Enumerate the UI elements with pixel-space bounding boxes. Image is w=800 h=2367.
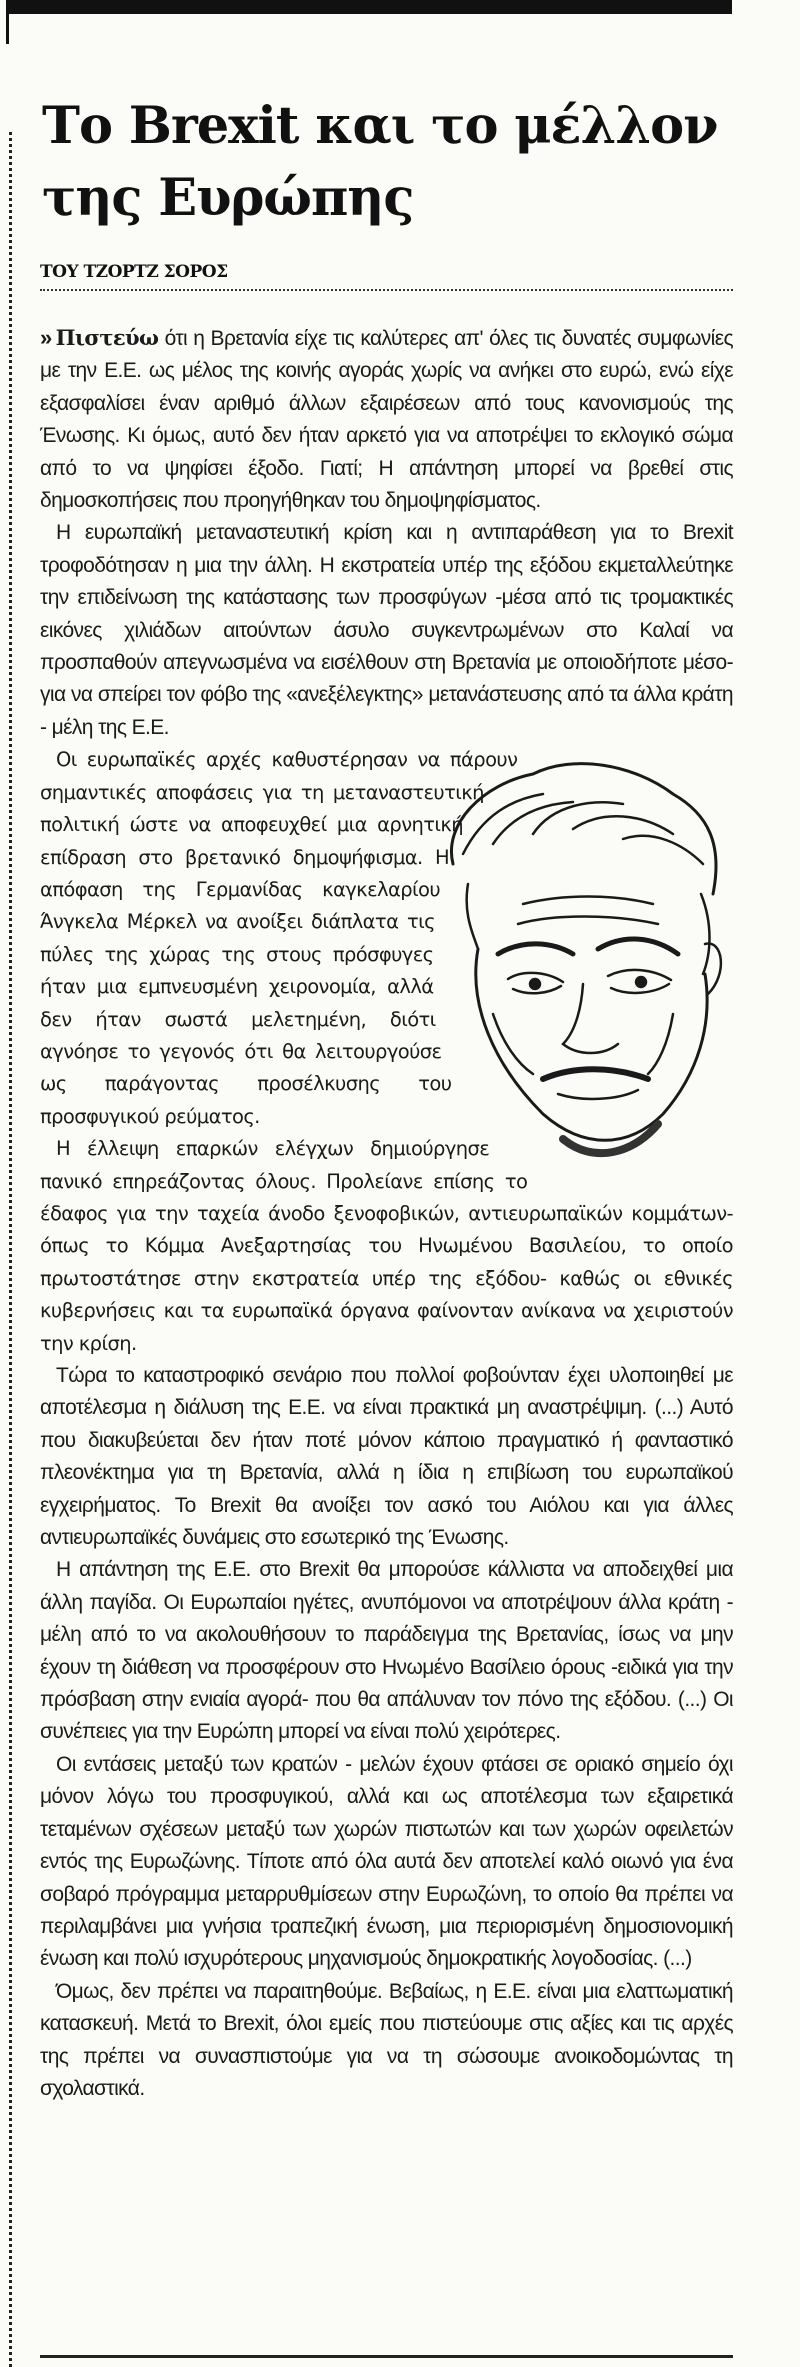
paragraph-7: Οι εντάσεις μεταξύ των κρατών - μελών έχουν φτάσει σε οριακό σημείο όχι μόνον λόγω του προσφυγικού, αλλά και ως αποτέλεσμα των εξαιρετικά τεταμένων σχέσεων μεταξύ των χωρών πιστωτών και των χωρών οφειλετών εντός της Ευρωζώνης. Τίποτε από όλα αυτά δεν αποτελεί καλό οιωνό για ένα σοβαρό πρόγραμμα μεταρρυθμίσεων στην Ευρωζώνη, το οποίο θα πρέπει να περιλαμβάνει μια γνήσια τραπεζική ένωση, μια περιορισμένη δημοσιονομική ένωση και πολύ ισχυρότερους μηχανισμούς δημοκρατικής λογοδοσίας. (...): [40, 1752, 733, 1971]
bottom-rule: [40, 2355, 733, 2358]
headline-line-1: Το Brexit και το μέλλον: [42, 96, 718, 156]
paragraph-1: [40, 322, 733, 517]
paragraph-2: Η ευρωπαϊκή μεταναστευτική κρίση και η αντιπαράθεση για το Brexit τροφοδότησαν η μια την άλλη. Η εκστρατεία υπέρ της εξόδου εκμεταλλεύτηκε την επιδείνωση της κατάστασης των προσφύγων -μέσα από τις τρομακτικές εικόνες χιλιάδων αιτούντων άσυλο συγκεντρωμένων στο Καλαί να προσπαθούν απεγνωσμένα να εισέλθουν στη Βρετανία με οποιοδήποτε μέσο- για να σπείρει τον φόβο της «ανεξέλεγκτης» μετανάστευσης από τα άλλα κράτη - μέλη της Ε.Ε.: [40, 521, 733, 739]
paragraph-6: Η απάντηση της Ε.Ε. στο Brexit θα μπορούσε κάλλιστα να αποδειχθεί μια άλλη παγίδα. Οι Ευρωπαίοι ηγέτες, ανυπόμονοι να αποτρέψουν άλλα κράτη - μέλη από το να ακολουθήσουν το παράδειγμα της Βρετανίας, ίσως να μην έχουν τη διάθεση να προσφέρουν στο Ηνωμένο Βασίλειο όρους -ειδικά για την πρόσβαση στην ενιαία αγορά- που θα απάλυναν τον πόνο της εξόδου. (...) Οι συνέπειες για την Ευρώπη μπορεί να είναι πολύ χειρότερες.: [40, 1558, 733, 1744]
paragraph-5: Τώρα το καταστροφικό σενάριο που πολλοί φοβούνταν έχει υλοποιηθεί με αποτέλεσμα η διάλυση της Ε.Ε. να είναι πρακτικά μη αναστρέψιμη. (...) Αυτό που διακυβεύεται δεν ήταν ποτέ μόνον κάποιο πραγματικό ή φανταστικό πλεονέκτημα για τη Βρετανία, αλλά η ίδια η επιβίωση του ευρωπαϊκού εγχειρήματος. Το Brexit θα ανοίξει τον ασκό του Αιόλου και για άλλες αντιευρωπαϊκές δυνάμεις στο εσωτερικό της Ένωσης.: [40, 1364, 733, 1550]
byline: ΤΟΥ ΤΖΟΡΤΖ ΣΟΡΟΣ: [40, 262, 228, 282]
double-chevron-icon: »: [40, 325, 52, 350]
column-dotted-divider: [9, 132, 12, 2367]
top-rule: [6, 0, 732, 14]
paragraph-8: Όμως, δεν πρέπει να παραιτηθούμε. Βεβαίως, η Ε.Ε. είναι μια ελαττωματική κατασκευή. Μετά το Brexit, όλοι εμείς που πιστεύουμε στις αξίες και τις αρχές της πρέπει να συνασπιστούμε για να τη σώσουμε ανοικοδομώντας τη σχολαστικά.: [40, 1979, 733, 2100]
column-frame-bar: [6, 0, 9, 44]
headline-line-2: της Ευρώπης: [42, 168, 414, 228]
lead-word: Πιστεύω: [55, 325, 159, 350]
page-title: [42, 90, 742, 234]
article-body: [40, 322, 733, 2105]
byline-divider: [40, 289, 733, 291]
paragraph-4: Η έλλειψη επαρκών ελέγχων δημιούργησε πανικό επηρεάζοντας όλους. Προλείανε επίσης το έδαφος για την ταχεία άνοδο ξενοφοβικών, αντιευρωπαϊκών κομμάτων- όπως το Κόμμα Ανεξαρτησίας του Ηνωμένου Βασιλείου, το οποίο πρωτοστάτησε στην εκστρατεία υπέρ της εξόδου- καθώς οι εθνικές κυβερνήσεις και τα ευρωπαϊκά όργανα φαίνονταν ανίκανα να χειριστούν την κρίση.: [40, 1137, 733, 1355]
paragraph-text: ότι η Βρετανία είχε τις καλύτερες απ' όλες τις δυνατές συμφωνίες με την Ε.Ε. ως μέλος της κοινής αγοράς χωρίς να ανήκει στο ευρώ, ενώ είχε εξασφαλίσει έναν αριθμό άλλων εξαιρέσεων από τους κανονισμούς της Ένωσης. Κι όμως, αυτό δεν ήταν αρκετό για να αποτρέψει το εκλογικό σώμα από το να ψηφίσει έξοδο. Γιατί; Η απάντηση μπορεί να βρεθεί στις δημοσκοπήσεις που προηγήθηκαν του δημοψηφίσματος.: [40, 327, 733, 513]
paragraph-3: Οι ευρωπαϊκές αρχές καθυστέρησαν να πάρουν σημαντικές αποφάσεις για τη μεταναστευτική πολιτική ώστε να αποφευχθεί μια αρνητική επίδραση στο βρετανικό δημοψήφισμα. Η απόφαση της Γερμανίδας καγκελαρίου Άνγκελα Μέρκελ να ανοίξει διάπλατα τις πύλες της χώρας της στους πρόσφυγες ήταν μια εμπνευσμένη χειρονομία, αλλά δεν ήταν σωστά μελετημένη, διότι αγνόησε το γεγονός ότι θα λειτουργούσε ως παράγοντας προσέλκυσης του προσφυγικού ρεύματος.: [40, 748, 518, 1128]
